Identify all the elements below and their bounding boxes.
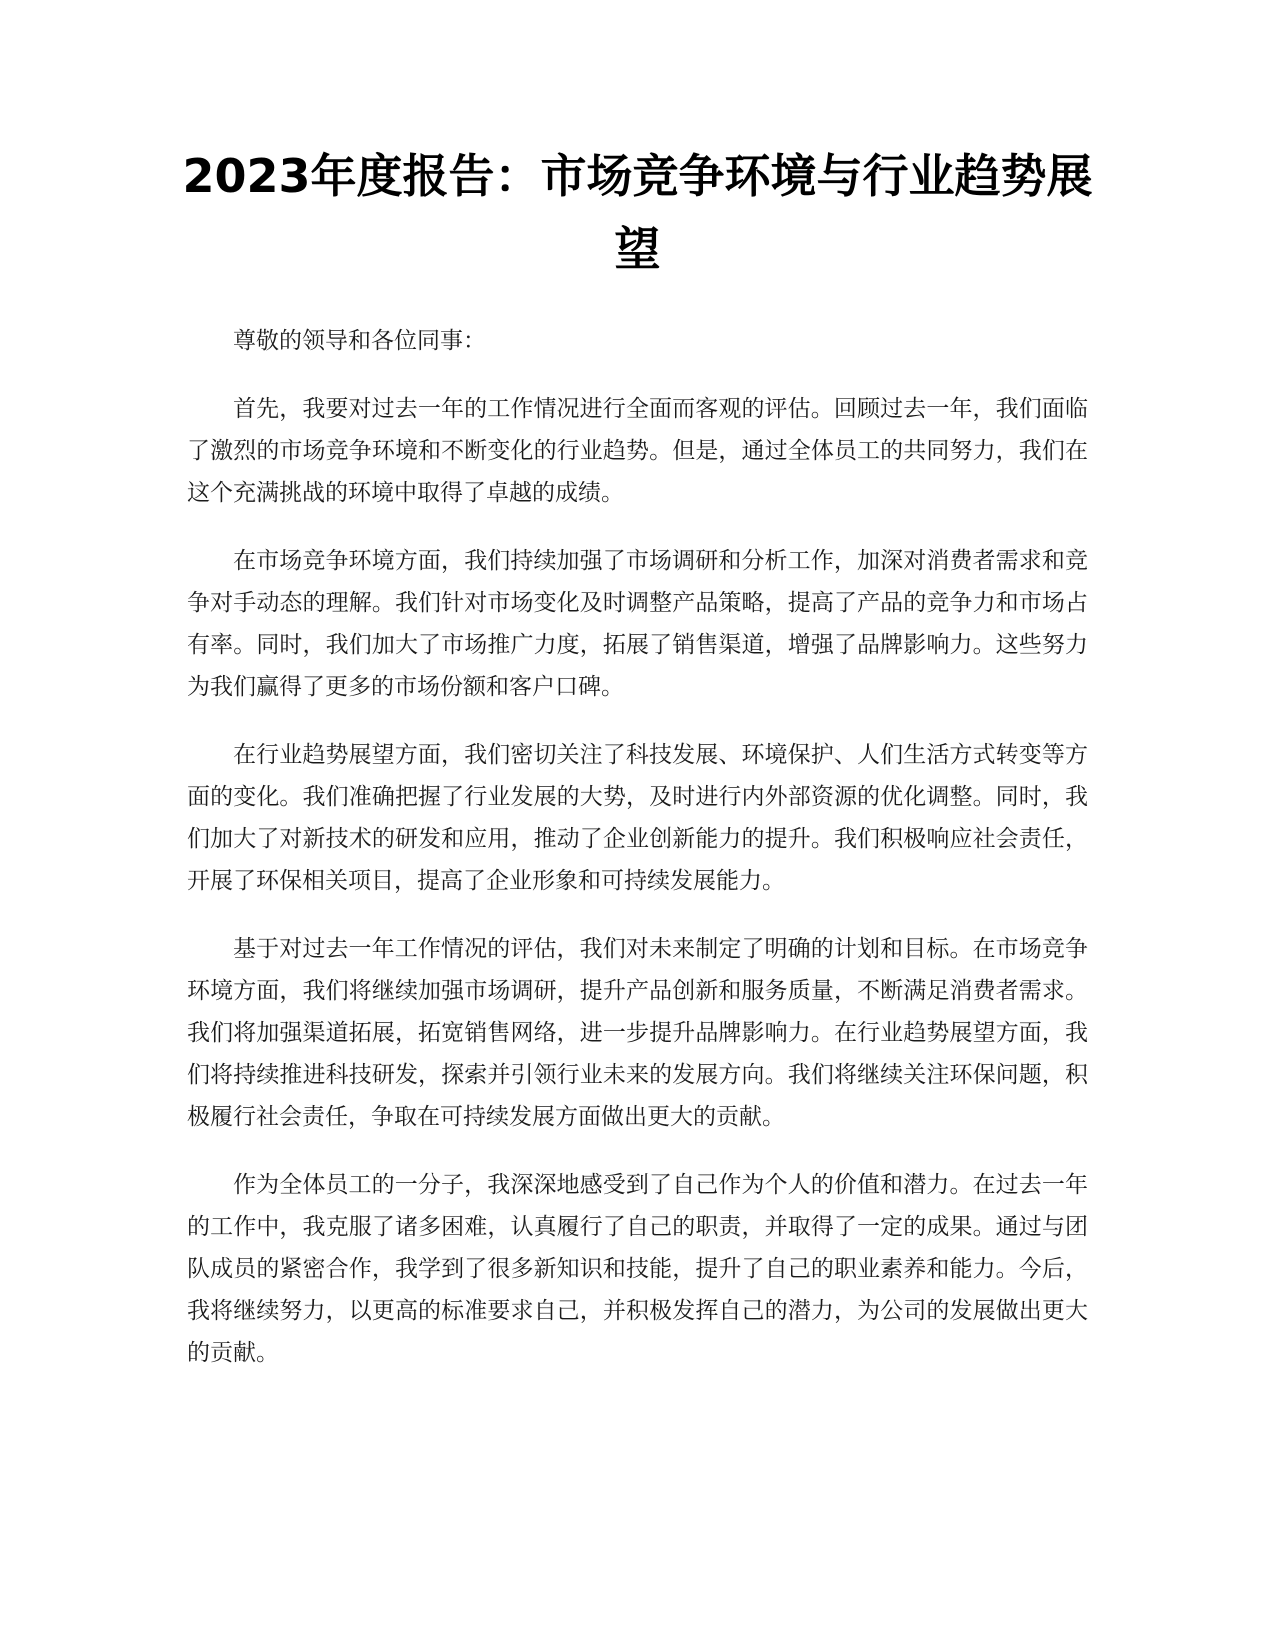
paragraph-5: 作为全体员工的一分子，我深深地感受到了自己作为个人的价值和潜力。在过去一年的工作中，我克服了诸多困难，认真履行了自己的职责，并取得了一定的成果。通过与团队成员的紧密合作，我学到了很多新知识和技能，提升了自己的职业素养和能力。今后，我将继续努力，以更高的标准要求自己，并积极发挥自己的潜力，为公司的发展做出更大的贡献。 (187, 1172, 1088, 1366)
salutation: 尊敬的领导和各位同事： (233, 328, 486, 354)
paragraph-4: 基于对过去一年工作情况的评估，我们对未来制定了明确的计划和目标。在市场竞争环境方面，我们将继续加强市场调研，提升产品创新和服务质量，不断满足消费者需求。我们将加强渠道拓展，拓宽销售网络，进一步提升品牌影响力。在行业趋势展望方面，我们将持续推进科技研发，探索并引领行业未来的发展方向。我们将继续关注环保问题，积极履行社会责任，争取在可持续发展方面做出更大的贡献。 (187, 936, 1088, 1130)
paragraph-1: 首先，我要对过去一年的工作情况进行全面而客观的评估。回顾过去一年，我们面临了激烈的市场竞争环境和不断变化的行业趋势。但是，通过全体员工的共同努力，我们在这个充满挑战的环境中取得了卓越的成绩。 (187, 396, 1088, 506)
document-title: 2023年度报告：市场竞争环境与行业趋势展望 (182, 149, 1093, 276)
paragraph-2: 在市场竞争环境方面，我们持续加强了市场调研和分析工作，加深对消费者需求和竞争对手动态的理解。我们针对市场变化及时调整产品策略，提高了产品的竞争力和市场占有率。同时，我们加大了市场推广力度，拓展了销售渠道，增强了品牌影响力。这些努力为我们赢得了更多的市场份额和客户口碑。 (187, 548, 1088, 700)
paragraph-3: 在行业趋势展望方面，我们密切关注了科技发展、环境保护、人们生活方式转变等方面的变化。我们准确把握了行业发展的大势，及时进行内外部资源的优化调整。同时，我们加大了对新技术的研发和应用，推动了企业创新能力的提升。我们积极响应社会责任，开展了环保相关项目，提高了企业形象和可持续发展能力。 (187, 742, 1088, 894)
document-body (187, 320, 1088, 1400)
